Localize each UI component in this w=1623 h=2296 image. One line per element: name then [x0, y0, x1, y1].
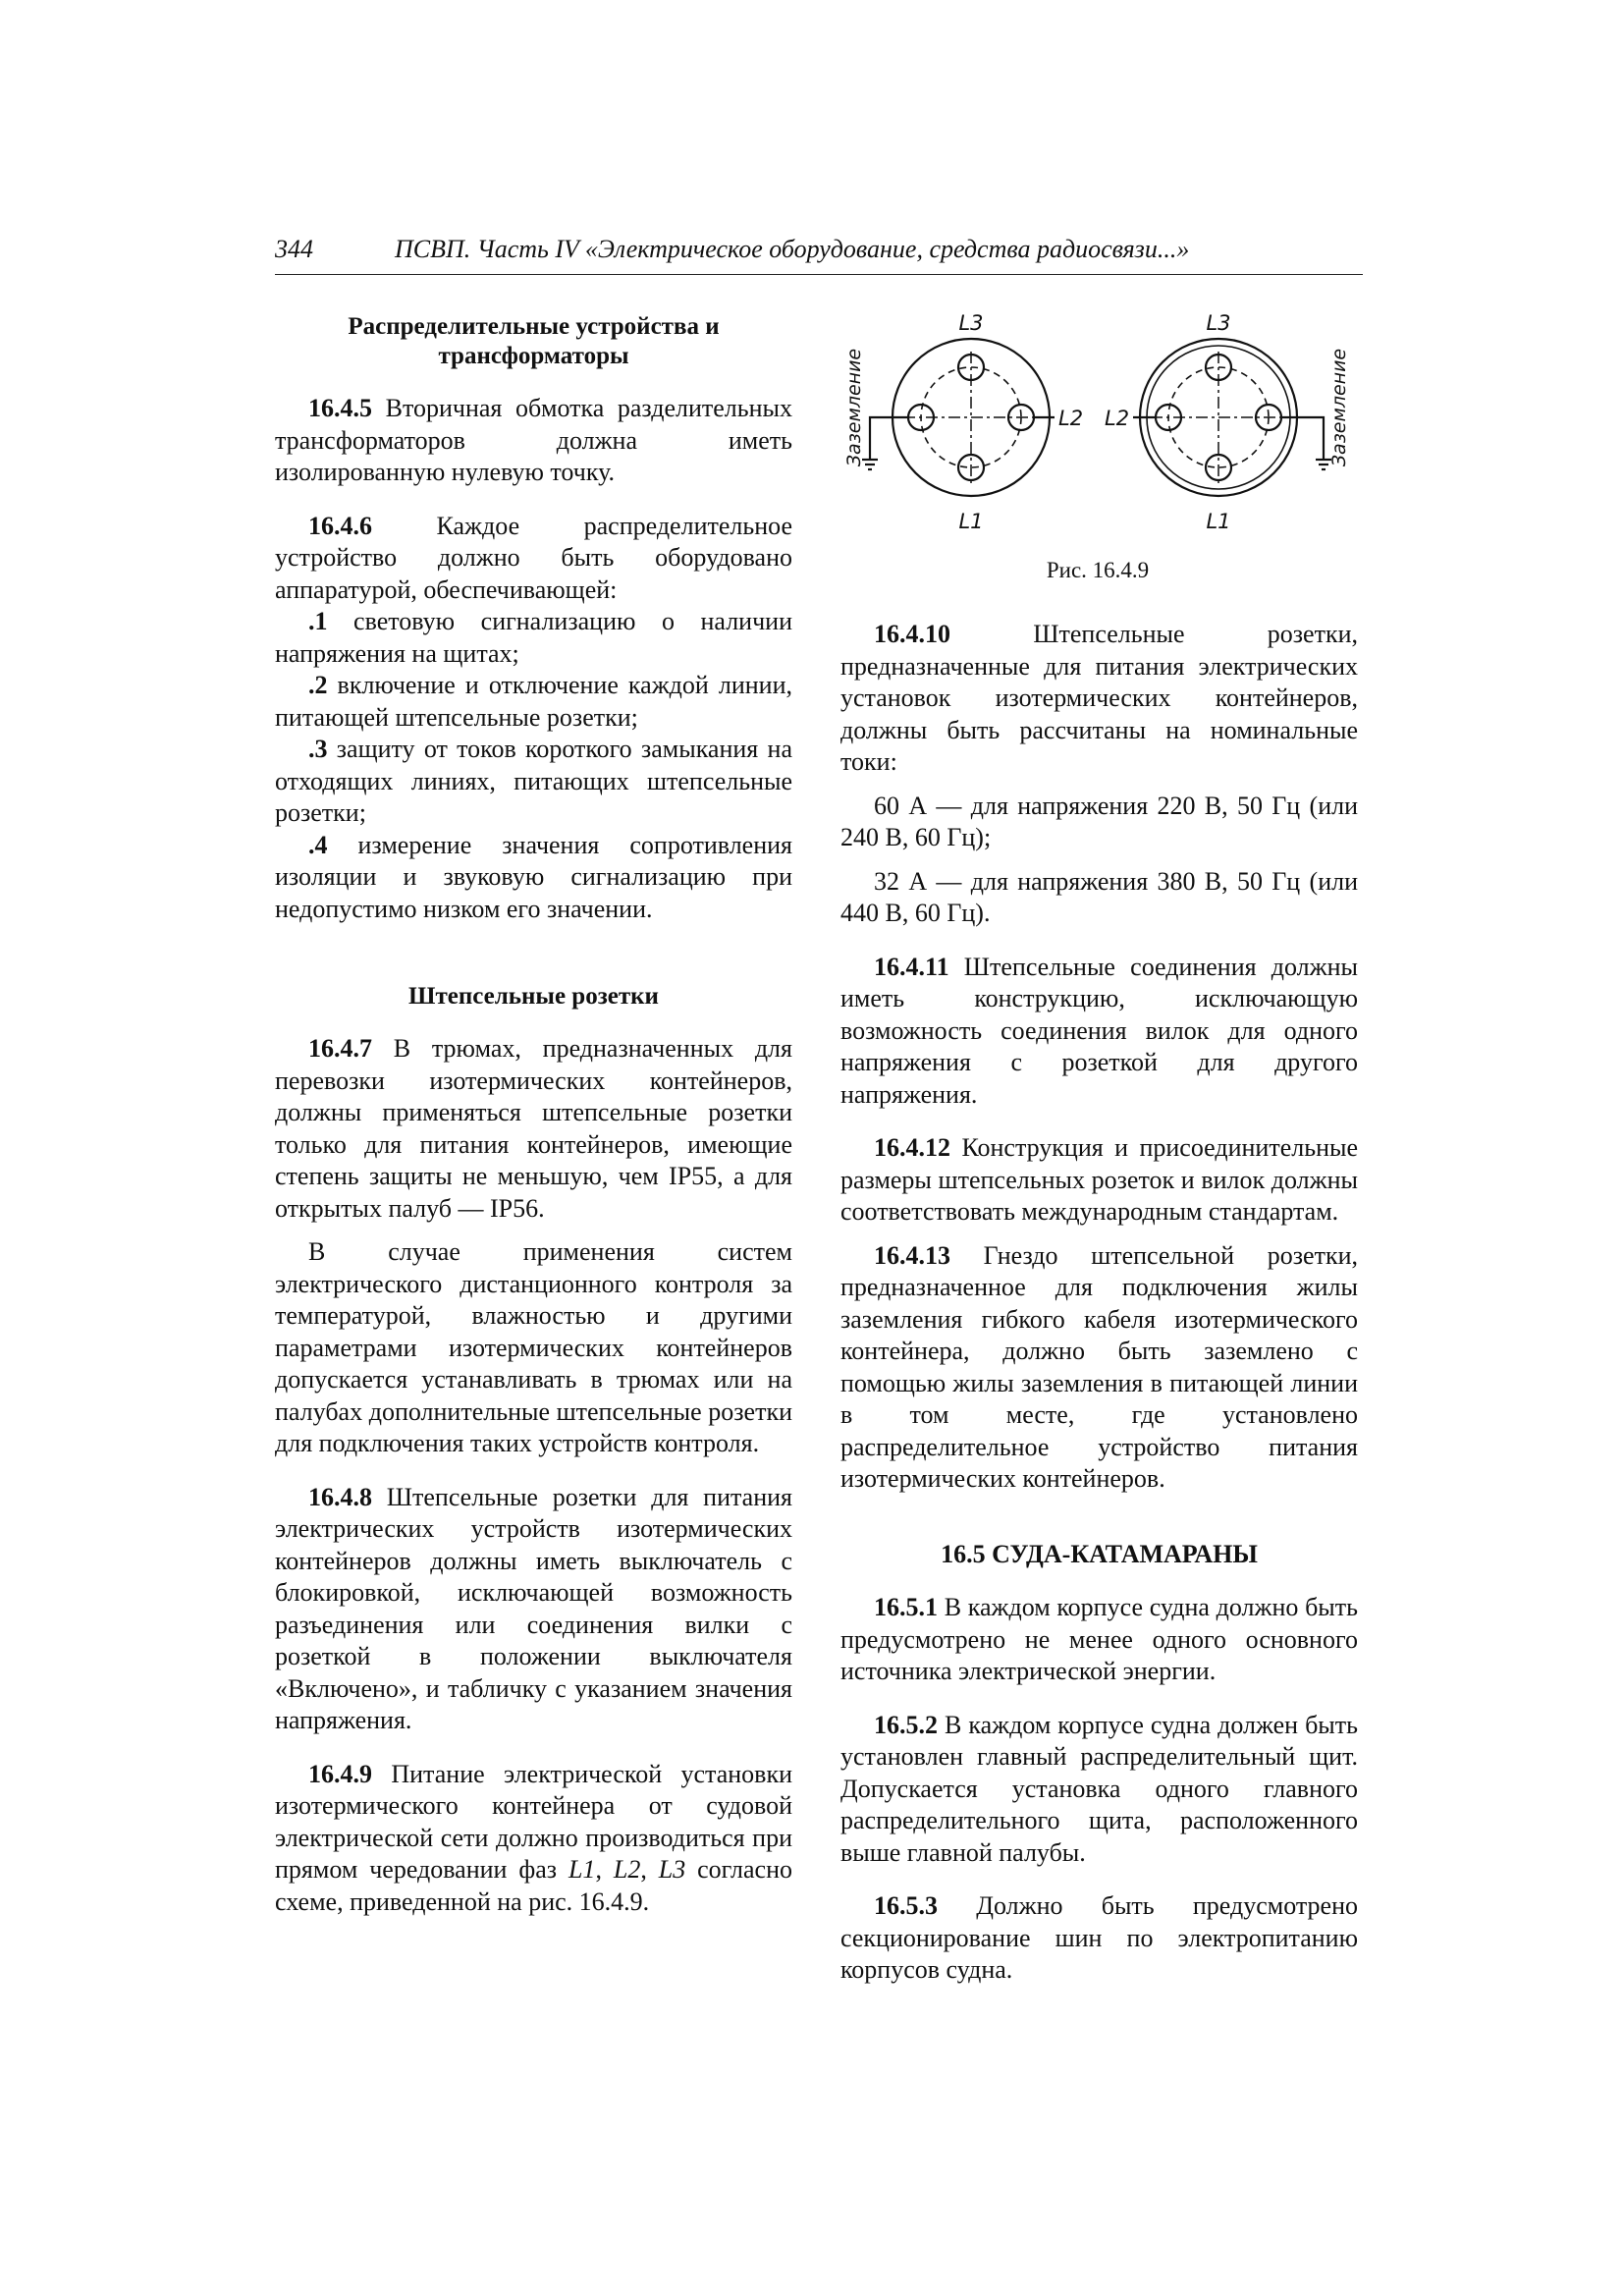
para-16-4-6 — [275, 511, 792, 607]
para-16-4-7-b: В случае применения систем электрического дистанционного контроля за температурой, влажностью и другими параметрами изотермических контейнеров допускается устанавливать в трюмах или на палубах дополнительные штепсельные розетки для подключения таких устройств контроля. — [275, 1237, 792, 1457]
para-16-5-2 — [840, 1710, 1358, 1870]
item-text: включение и отключение каждой линии, питающей штепсельные розетки; — [275, 671, 792, 732]
item-text: световую сигнализацию о наличии напряжения на щитах; — [275, 607, 792, 668]
clause-number: 16.4.7 — [308, 1034, 372, 1063]
para-text: Вторичная обмотка разделительных трансформаторов должна иметь изолированную нулевую точку. — [275, 394, 792, 486]
socket-diagram — [833, 312, 1363, 538]
label-l1-right: L1 — [1206, 510, 1231, 533]
para-text: согласно схеме, приведенной на рис. 16.4.9. — [275, 1855, 792, 1916]
para-16-5-3 — [840, 1890, 1358, 1987]
para-text: Штепсельные розетки для питания электрических устройств изотермических контейнеров должны иметь выключатель с блокировкой, исключающей возможность разъединения или соединения вилки с розеткой в положении выключателя «Включено», и табличку с указанием значения напряжения. — [275, 1482, 792, 1734]
label-l1-left: L1 — [958, 510, 984, 533]
clause-number: 16.4.10 — [874, 620, 950, 648]
heading-distribution: Распределительные устройства и трансформаторы — [348, 313, 720, 369]
para-text: Штепсельные соединения должны иметь конструкцию, исключающую возможность соединения вилок для одного напряжения с розеткой для другого напряжения. — [840, 952, 1358, 1109]
para-16-4-5 — [275, 393, 792, 489]
list-item-2 — [275, 670, 792, 734]
para-16-4-7 — [275, 1033, 792, 1225]
item-number: .3 — [308, 735, 328, 763]
heading-sockets: Штепсельные розетки — [408, 983, 659, 1010]
list-item-4 — [275, 830, 792, 926]
separator: , — [640, 1855, 659, 1884]
label-ground-left: Заземление — [843, 348, 865, 467]
item-number: .4 — [308, 830, 328, 859]
clause-number: 16.5.3 — [874, 1891, 938, 1920]
ground-lead-left — [870, 417, 908, 460]
current-rating-32a: 32 А — для напряжения 380 В, 50 Гц (или 440 В, 60 Гц). — [840, 866, 1358, 927]
para-text: Штепсельные розетки, предназначенные для питания электрических установок изотермических контейнеров, должны быть рассчитаны на номинальные токи: — [840, 620, 1358, 776]
label-l2-left: L2 — [1058, 407, 1084, 430]
para-16-5-1 — [840, 1592, 1358, 1688]
para-text: Питание электрической установки изотермического контейнера от судовой электрической сети должно производиться при прямом чередовании фаз — [275, 1759, 792, 1884]
item-number: .2 — [308, 671, 328, 699]
clause-number: 16.4.13 — [874, 1240, 950, 1270]
label-ground-right: Заземление — [1328, 348, 1350, 467]
clause-number: 16.4.12 — [874, 1133, 950, 1162]
clause-number: 16.4.5 — [308, 394, 372, 422]
para-16-4-12 — [840, 1132, 1358, 1229]
phase-l3: L3 — [658, 1855, 686, 1884]
para-16-4-13 — [840, 1240, 1358, 1496]
separator: , — [595, 1855, 614, 1884]
para-16-4-10 — [840, 619, 1358, 779]
clause-number: 16.4.6 — [308, 511, 372, 540]
label-l2-right: L2 — [1105, 407, 1130, 430]
para-text: Каждое распределительное устройство должно быть оборудовано аппаратурой, обеспечивающей: — [275, 511, 792, 604]
list-item-1 — [275, 606, 792, 670]
para-text: В трюмах, предназначенных для перевозки изотермических контейнеров, должны применяться штепсельные розетки только для питания контейнеров, имеющие степень защиты не меньшую, чем IP55, а для открытых палуб — IP56. — [275, 1034, 792, 1223]
clause-number: 16.4.8 — [308, 1482, 372, 1511]
left-column — [275, 312, 792, 1918]
label-l3-left: L3 — [958, 312, 984, 335]
clause-number: 16.5.1 — [874, 1593, 938, 1621]
section-heading-16-5: 16.5 СУДА-КАТАМАРАНЫ — [941, 1539, 1258, 1568]
running-title: ПСВП. Часть IV «Электрическое оборудование, средства радиосвязи...» — [395, 235, 1190, 263]
label-l3-right: L3 — [1206, 312, 1231, 335]
clause-number: 16.5.2 — [874, 1710, 938, 1739]
item-text: защиту от токов короткого замыкания на отходящих линиях, питающих штепсельные розетки; — [275, 735, 792, 827]
page-number: 344 — [275, 235, 313, 263]
para-text: В каждом корпусе судна должен быть установлен главный распределительный щит. Допускается установка одного главного распределительного щита, расположенного выше главной палубы. — [840, 1710, 1358, 1867]
figure-16-4-9 — [833, 312, 1363, 597]
phase-l2: L2 — [613, 1855, 641, 1884]
right-column — [840, 619, 1358, 1987]
para-16-4-11 — [840, 952, 1358, 1112]
para-text: Гнездо штепсельной розетки, предназначенное для подключения жилы заземления гибкого кабеля изотермического контейнера, должно быть заземлено с помощью жилы заземления в питающей линии в том месте, где установлено распределительное устройство питания изотермических контейнеров. — [840, 1240, 1358, 1493]
phase-l1: L1 — [568, 1855, 596, 1884]
clause-number: 16.4.11 — [874, 952, 949, 981]
para-text: Конструкция и присоединительные размеры штепсельных розеток и вилок должны соответствовать международным стандартам. — [840, 1133, 1358, 1226]
item-text: измерение значения сопротивления изоляции и звуковую сигнализацию при недопустимо низком его значении. — [275, 830, 792, 923]
figure-caption: Рис. 16.4.9 — [1046, 558, 1150, 582]
para-text: В каждом корпусе судна должно быть предусмотрено не менее одного основного источника электрической энергии. — [840, 1593, 1358, 1685]
current-rating-60a: 60 А — для напряжения 220 В, 50 Гц (или 240 В, 60 Гц); — [840, 791, 1358, 851]
para-text: Должно быть предусмотрено секционирование шин по электропитанию корпусов судна. — [840, 1891, 1358, 1984]
para-16-4-8 — [275, 1482, 792, 1737]
page-header — [275, 235, 1363, 275]
item-number: .1 — [308, 607, 328, 635]
para-16-4-9 — [275, 1759, 792, 1919]
clause-number: 16.4.9 — [308, 1759, 372, 1788]
list-item-3 — [275, 734, 792, 830]
